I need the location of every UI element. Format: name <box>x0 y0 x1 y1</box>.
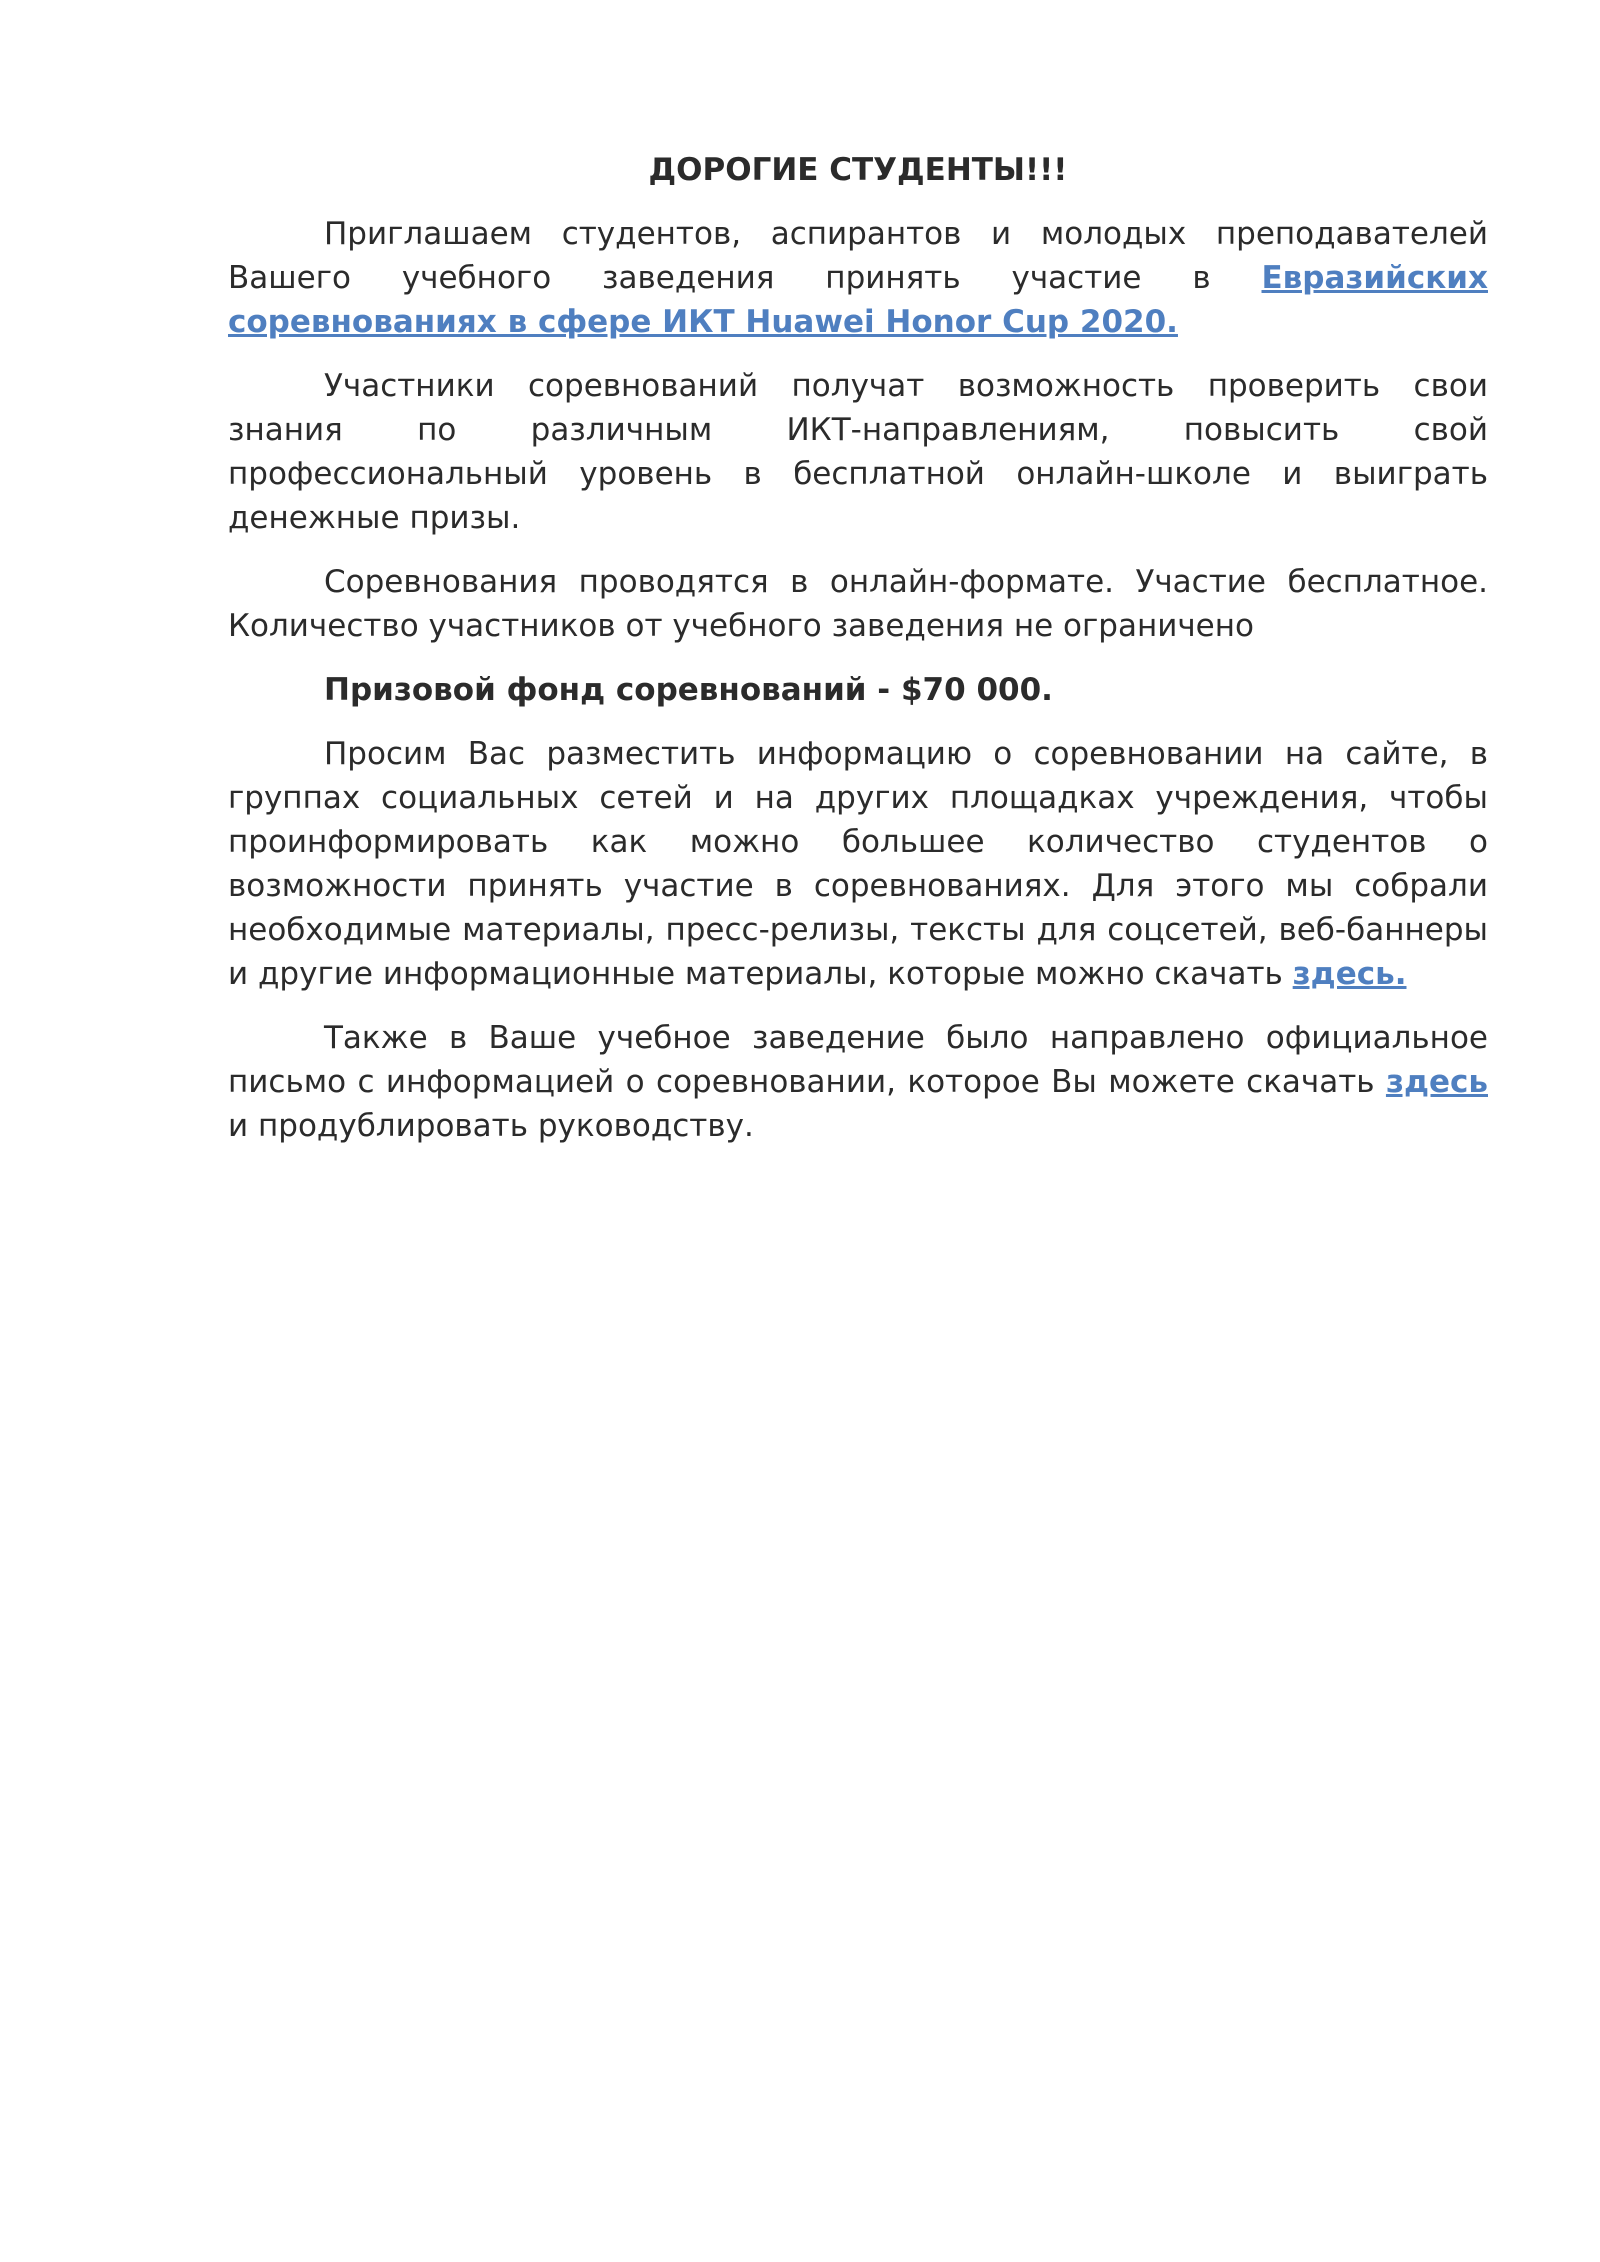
official-letter-paragraph <box>228 1016 1488 1148</box>
official-letter-text: Также в Ваше учебное заведение было направлено официальное письмо с информацией о соревновании, которое Вы можете скачать <box>228 1020 1488 1100</box>
official-letter-text-end: и продублировать руководству. <box>228 1108 754 1144</box>
letter-download-link[interactable]: здесь <box>1385 1064 1488 1100</box>
prize-fund-paragraph: Призовой фонд соревнований - $70 000. <box>324 672 1053 708</box>
invitation-paragraph <box>228 212 1488 344</box>
format-paragraph: Соревнования проводятся в онлайн-формате. Участие бесплатное. Количество участников от учебного заведения не ограничено <box>228 564 1488 644</box>
request-paragraph <box>228 732 1488 996</box>
materials-download-link[interactable]: здесь. <box>1292 956 1407 992</box>
participants-paragraph: Участники соревнований получат возможность проверить свои знания по различным ИКТ-направлениям, повысить свой профессиональный уровень в бесплатной онлайн-школе и выиграть денежные призы. <box>228 368 1488 536</box>
page-title: ДОРОГИЕ СТУДЕНТЫ!!! <box>648 152 1068 188</box>
invitation-text: Приглашаем студентов, аспирантов и молодых преподавателей Вашего учебного заведения принять участие в <box>228 216 1488 296</box>
competition-link[interactable]: Евразийских соревнованиях в сфере ИКТ Huawei Honor Cup 2020. <box>228 260 1488 340</box>
document-page <box>228 148 1488 1168</box>
request-text: Просим Вас разместить информацию о соревновании на сайте, в группах социальных сетей и на других площадках учреждения, чтобы проинформировать как можно большее количество студентов о возможности принять участие в соревнованиях. Для этого мы собрали необходимые материалы, пресс-релизы, тексты для соцсетей, веб-баннеры и другие информационные материалы, которые можно скачать <box>228 736 1488 992</box>
